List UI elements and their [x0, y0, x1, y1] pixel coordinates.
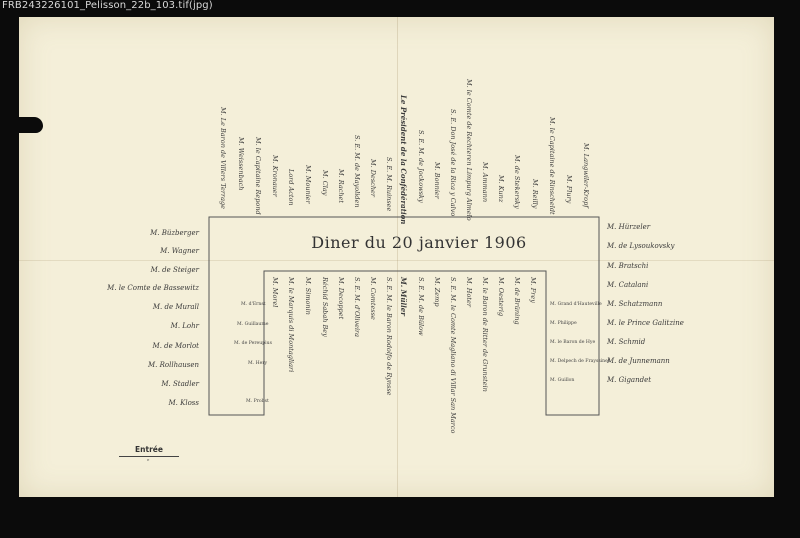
guest-name: M. Langwiler-Kropf — [582, 143, 590, 208]
guest-name: Lord Acton — [287, 169, 295, 206]
guest-name: M. le Baron de Ritter de Grunstein — [481, 277, 489, 392]
guest-name: M. Bonnier — [433, 162, 441, 199]
guest-name: M. Probst — [246, 399, 269, 404]
file-name-label: FRB243226101_Pelisson_22b_103.tif(jpg) — [2, 0, 213, 11]
guest-name: M. le Baron de Hye — [550, 340, 596, 345]
guest-name: S. E. M. d'Oliveira — [353, 277, 361, 338]
guest-name: M. le Comte de Rechteren Limpurg Almelo — [465, 79, 473, 221]
table-outline — [19, 17, 774, 497]
guest-name: M. Zemp — [433, 277, 441, 307]
guest-name: M. de Morlot — [152, 342, 199, 350]
guest-name: M. Catalani — [607, 281, 649, 289]
guest-name: M. le Marquis di Montagliari — [287, 277, 295, 373]
guest-name: M. Kloss — [168, 399, 199, 407]
guest-name: M. Le Baron de Villers Terrage — [219, 107, 227, 209]
guest-name: M. Rollhausen — [147, 361, 199, 369]
guest-name: M. le Prince Galitzine — [607, 319, 684, 327]
guest-name: M. Lohr — [170, 322, 199, 330]
guest-name: M. Guillaume — [237, 322, 269, 327]
guest-name: M. Clay — [321, 170, 329, 196]
guest-name: M. Gigandet — [607, 376, 652, 384]
guest-name: M. Stadler — [161, 380, 199, 388]
guest-name: M. Guillon — [550, 378, 575, 383]
dinner-title: Diner du 20 janvier 1906 — [311, 233, 527, 252]
guest-name: M. Frey — [529, 277, 537, 303]
guest-name: M. Hürzeler — [607, 223, 651, 231]
guest-name: M. Delpech de Frayssinet — [550, 359, 610, 364]
guest-name: S. E. M. de Bülow — [417, 277, 425, 336]
guest-name: M. de Pereupius — [234, 341, 272, 346]
guest-name: S. E. M. de Mayoliden — [353, 135, 361, 208]
guest-name: M. Reilly — [531, 179, 539, 209]
guest-name: M. de Murall — [152, 303, 199, 311]
guest-name: M. Mounier — [304, 165, 312, 204]
guest-name: M. Rachet — [337, 169, 345, 203]
guest-name: M. Descher — [369, 159, 377, 197]
guest-name: M. Oesterig — [497, 277, 505, 317]
guest-name: M. de Junnemann — [607, 357, 670, 365]
guest-name: M. Weissenbach — [237, 137, 245, 191]
guest-name: M. Wagner — [160, 247, 199, 255]
guest-name: M. Schmid — [607, 338, 646, 346]
guest-name: M. Comtesse — [369, 277, 377, 320]
guest-name: M. Ammann — [481, 162, 489, 203]
guest-name: M. Grand d'Hauteville — [550, 302, 602, 307]
guest-name: M. le Capitaine Repond — [254, 137, 262, 215]
entrance-label: Entrée — [119, 445, 179, 457]
guest-name: M. de Stekersky — [513, 155, 521, 209]
host-seat: M. Müller — [399, 277, 408, 316]
guest-name: M. Büzberger — [150, 229, 199, 237]
guest-name: M. d'Ernst — [241, 302, 266, 307]
guest-name: M. Kunz — [497, 175, 505, 203]
guest-name: M. de Lysoukovsky — [607, 242, 675, 250]
guest-name: M. Schatzmann — [607, 300, 663, 308]
entrance-mark: e — [147, 457, 150, 462]
guest-name: M. le Comte de Bassewitz — [107, 284, 199, 292]
guest-name: M. Simonin — [304, 277, 312, 315]
president-seat: Le Président de la Confédération — [399, 95, 408, 225]
guest-name: M. Philippe — [550, 321, 577, 326]
guest-name: M. de Steiger — [150, 266, 199, 274]
guest-name: M. de Brüning — [513, 277, 521, 325]
guest-name: S. E. M. de Jockowsky — [417, 130, 425, 203]
guest-name: M. Bratschi — [607, 262, 649, 270]
guest-name: M. Morel — [271, 277, 279, 308]
guest-name: S. E. M. le Baron Rodolfo de Rynsse — [385, 277, 393, 396]
guest-name: M. Kronauer — [271, 155, 279, 197]
guest-name: S. E. M. Ruinsee — [385, 157, 393, 212]
guest-name: M. Flury — [565, 175, 573, 204]
guest-name: M. Hery — [248, 361, 268, 366]
guest-name: M. le Capitaine de Rinscheldt — [548, 117, 556, 215]
guest-name: Réchid Sabah Bey — [321, 277, 329, 337]
seating-plan-document — [19, 17, 774, 497]
guest-name: S. E. Don José de la Rica y Calvo — [449, 109, 457, 217]
guest-name: S. E. M. le Comte Magliano di Villar San Marco — [449, 277, 457, 434]
guest-name: M. Hoter — [465, 277, 473, 307]
guest-name: M. Decoppet — [337, 277, 345, 320]
